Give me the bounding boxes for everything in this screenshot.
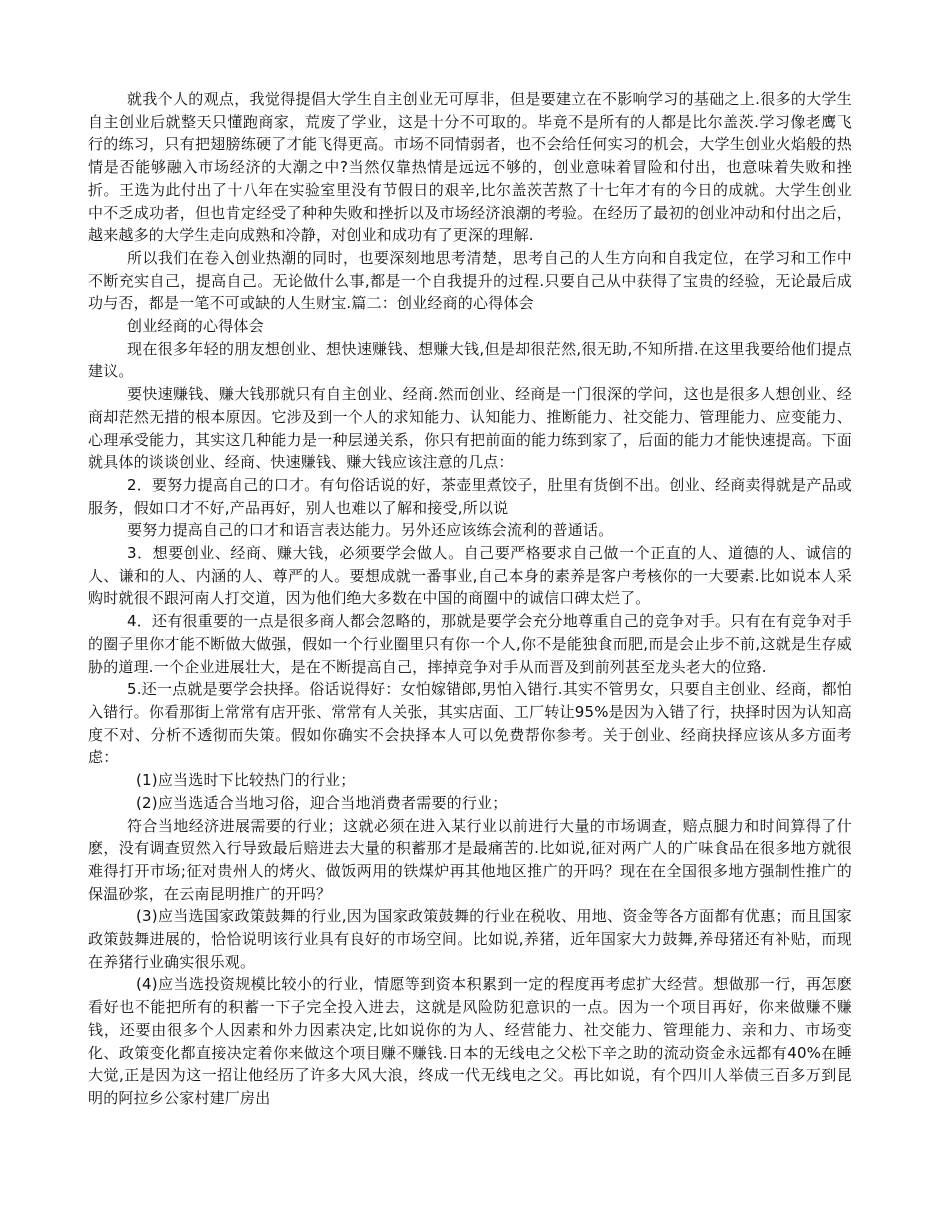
list-item: (1)应当选时下比较热门的行业； [136, 771, 356, 790]
body-paragraph: 要快速赚钱、赚大钱那就只有自主创业、经商.然而创业、经商是一门很深的学问，这也是很多人想创业、经商却茫然无措的根本原因。它涉及到一个人的求知能力、认知能力、推断能力、社交能力、管理能力、应变能力、心理承受能力，其实这几种能力是一种层递关系，你只有把前面的能力练到家了，后面的能力才能快速提高。下面就具体的谈谈创业、经商、快速赚钱、赚大钱应该注意的几点： [88, 385, 852, 472]
numbered-point: 5.还一点就是要学会抉择。俗话说得好：女怕嫁错郎,男怕入错行.其实不管男女，只要自主创业、经商，都怕入错行。你看那街上常常有店开张、常常有人关张，其实店面、工厂转让95%是因为入错了行，抉择时因为认知高度不对、分析不透彻而失策。假如你确实不会抉择本人可以免费帮你参考。关于创业、经商抉择应该从多方面考虑： [88, 680, 852, 767]
body-paragraph: 符合当地经济进展需要的行业；这就必须在进入某行业以前进行大量的市场调查，赔点腿力和时间算得了什麽，没有调查贸然入行导致最后赔进去大量的积蓄那才是最痛苦的.比如说,征对两广人的广味食品在很多地方就很难得打开市场;征对贵州人的烤火、做饭两用的铁煤炉再其他地区推广的开吗？现在在全国很多地方强制性推广的保温砂浆，在云南昆明推广的开吗？ [88, 816, 852, 903]
body-paragraph: 就我个人的观点，我觉得提倡大学生自主创业无可厚非，但是要建立在不影响学习的基础之上.很多的大学生自主创业后就整天只懂跑商家，荒废了学业，这是十分不可取的。毕竟不是所有的人都是比尔盖茨.学习像老鹰飞行的练习，只有把翅膀练硬了才能飞得更高。市场不同情弱者，也不会给任何实习的机会，大学生创业火焰般的热情是否能够融入市场经济的大潮之中?当然仅靠热情是远远不够的，创业意味着冒险和付出，也意味着失败和挫折。王选为此付出了十八年在实验室里没有节假日的艰辛,比尔盖茨苦熬了十七年才有的今日的成就。大学生创业中不乏成功者，但也肯定经受了种种失败和挫折以及市场经济浪潮的考验。在经历了最初的创业冲动和付出之后，越来越多的大学生走向成熟和冷静，对创业和成功有了更深的理解. [88, 90, 852, 245]
document-page [88, 88, 852, 1110]
list-item: (3)应当选国家政策鼓舞的行业,因为国家政策鼓舞的行业在税收、用地、资金等各方面都有优惠；而且国家政策鼓舞进展的，恰恰说明该行业具有良好的市场空间。比如说,养猪，近年国家大力鼓舞,养母猪还有补贴，而现在养猪行业确实很乐观。 [88, 907, 852, 971]
numbered-point: 3．想要创业、经商、赚大钱，必须要学会做人。自己要严格要求自己做一个正直的人、道德的人、诚信的人、谦和的人、内涵的人、尊严的人。要想成就一番事业,自己本身的素养是客户考核你的一大要素.比如说本人采购时就很不跟河南人打交道，因为他们绝大多数在中国的商圈中的诚信口碑太烂了。 [88, 544, 852, 608]
numbered-point: 2．要努力提高自己的口才。有句俗话说的好，茶壶里煮饺子，肚里有货倒不出。创业、经商卖得就是产品或服务，假如口才不好,产品再好，别人也难以了解和接受,所以说 [88, 475, 852, 517]
numbered-point: 4．还有很重要的一点是很多商人都会忽略的，那就是要学会充分地尊重自己的竞争对手。只有在有竞争对手的圈子里你才能不断做大做强，假如一个行业圈里只有你一个人,你不是能独食而肥,而是会止步不前,这就是生存威胁的道理.一个企业进展壮大，是在不断提高自己，摔掉竞争对手从而晋及到前列甚至龙头老大的位臵. [88, 612, 852, 676]
body-paragraph: 现在很多年轻的朋友想创业、想快速赚钱、想赚大钱,但是却很茫然,很无助,不知所措.在这里我要给他们提点建议。 [88, 339, 852, 381]
list-item: (4)应当选投资规模比较小的行业，情愿等到资本积累到一定的程度再考虑扩大经营。想做那一行，再怎麽看好也不能把所有的积蓄一下子完全投入进去，这就是风险防犯意识的一点。因为一个项目再好，你来做赚不赚钱，还要由很多个人因素和外力因素决定,比如说你的为人、经营能力、社交能力、管理能力、亲和力、市场变化、政策变化都直接决定着你来做这个项目赚不赚钱.日本的无线电之父松下辛之助的流动资金永远都有40%在睡大觉,正是因为这一招让他经历了许多大风大浪，终成一代无线电之父。再比如说，有个四川人举债三百多万到昆明的阿拉乡公家村建厂房出 [88, 975, 852, 1107]
body-paragraph: 所以我们在卷入创业热潮的同时，也要深刻地思考清楚，思考自己的人生方向和自我定位，在学习和工作中不断充实自己，提高自己。无论做什么事,都是一个自我提升的过程.只要自己从中获得了宝贵的经验，无论最后成功与否，都是一笔不可或缺的人生财宝.篇二：创业经商的心得体会 [88, 248, 852, 313]
section-heading: 创业经商的心得体会 [127, 317, 264, 336]
list-item: (2)应当选适合当地习俗，迎合当地消费者需要的行业； [136, 793, 508, 812]
body-paragraph: 要努力提高自己的口才和语言表达能力。另外还应该练会流利的普通话。 [127, 521, 614, 540]
